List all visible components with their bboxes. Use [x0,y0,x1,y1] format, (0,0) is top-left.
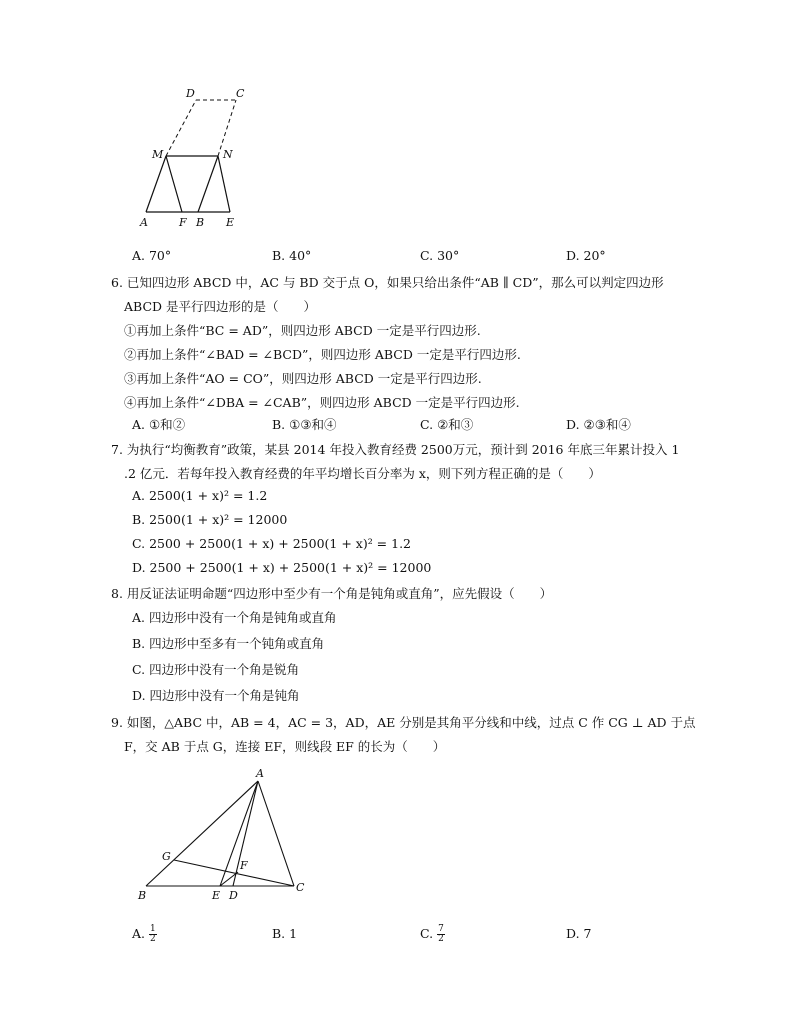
figure-q9 [132,765,317,905]
label-B: B [196,216,205,229]
q5-option-a[interactable]: A. 70° [132,248,172,263]
label-D: D [186,87,195,100]
fraction-denominator: 2 [438,934,444,944]
seg-MD [166,100,196,156]
fraction-numerator: 7 [438,924,444,934]
q6-condition-4: ④再加上条件“∠DBA = ∠CAB”，则四边形 ABCD 一定是平行四边形. [124,395,520,410]
q7-option-d[interactable]: D. 2500 + 2500(1 + x) + 2500(1 + x)² = 12000 [132,560,432,575]
label-B: B [138,889,147,902]
q8-option-d[interactable]: D. 四边形中没有一个角是钝角 [132,688,300,703]
label-C: C [236,87,245,100]
q6-condition-2: ②再加上条件“∠BAD = ∠BCD”，则四边形 ABCD 一定是平行四边形. [124,347,521,362]
q7-option-b[interactable]: B. 2500(1 + x)² = 12000 [132,512,288,527]
label-E: E [212,889,221,902]
seg-AC [258,781,294,886]
label-E: E [226,216,235,229]
label-N: N [223,148,233,161]
q8-option-b[interactable]: B. 四边形中至多有一个钝角或直角 [132,636,325,651]
q5-option-c[interactable]: C. 30° [420,248,460,263]
fraction-denominator: 2 [150,934,156,944]
q9-option-c[interactable] [420,925,445,944]
q7-stem-line1: 7. 为执行“均衡教育”政策，某县 2014 年投入教育经费 2500万元，预计到 2016 年底三年累计投入 1 [111,442,680,457]
q6-condition-3: ③再加上条件“AO = CO”，则四边形 ABCD 一定是平行四边形. [124,371,482,386]
q9-stem-line2: F，交 AB 于点 G，连接 EF，则线段 EF 的长为（ ） [124,739,446,754]
seg-BN [198,156,218,212]
q6-condition-1: ①再加上条件“BC = AD”，则四边形 ABCD 一定是平行四边形. [124,323,481,338]
q6-option-a[interactable]: A. ①和② [132,417,186,432]
q5-option-b[interactable]: B. 40° [272,248,312,263]
q6-option-c[interactable]: C. ②和③ [420,417,474,432]
q6-stem-line1: 6. 已知四边形 ABCD 中，AC 与 BD 交于点 O，如果只给出条件“AB ∥ CD”，那么可以判定四边形 [111,275,664,290]
q7-option-a[interactable]: A. 2500(1 + x)² = 1.2 [132,488,268,503]
q5-option-d[interactable]: D. 20° [566,248,606,263]
q7-option-c[interactable]: C. 2500 + 2500(1 + x) + 2500(1 + x)² = 1.2 [132,536,412,551]
label-M: M [152,148,164,161]
q7-stem-line2: .2 亿元．若每年投入教育经费的年平均增长百分率为 x，则下列方程正确的是（ ） [124,466,601,481]
seg-AM [146,156,166,212]
q9-stem-line1: 9. 如图，△ABC 中，AB = 4，AC = 3，AD，AE 分别是其角平分线和中线，过点 C 作 CG ⊥ AD 于点 [111,715,696,730]
label-A: A [140,216,148,229]
q8-option-c[interactable]: C. 四边形中没有一个角是锐角 [132,662,300,677]
label-F: F [179,216,187,229]
seg-MF [166,156,182,212]
fraction-one-half [149,925,157,944]
q9-option-d[interactable]: D. 7 [566,926,592,941]
q8-option-a[interactable]: A. 四边形中没有一个角是钝角或直角 [132,610,337,625]
q6-option-b[interactable]: B. ①③和④ [272,417,337,432]
label-F: F [240,859,248,872]
q9-option-b[interactable]: B. 1 [272,926,298,941]
label-G: G [162,850,171,863]
q6-option-d[interactable]: D. ②③和④ [566,417,631,432]
q6-stem-line2: ABCD 是平行四边形的是（ ） [124,299,317,314]
seg-AE [220,781,258,886]
q9-option-a[interactable] [132,925,157,944]
q9-option-c-prefix: C. [420,926,434,941]
fraction-seven-halves [437,925,445,944]
q9-option-a-prefix: A. [132,926,146,941]
fraction-numerator: 1 [150,924,156,934]
seg-NE [218,156,230,212]
q8-stem: 8. 用反证法证明命题“四边形中至少有一个角是钝角或直角”，应先假设（ ） [111,586,553,601]
label-C: C [296,881,305,894]
label-D: D [229,889,238,902]
label-A: A [256,767,264,780]
figure-q5 [130,84,260,234]
